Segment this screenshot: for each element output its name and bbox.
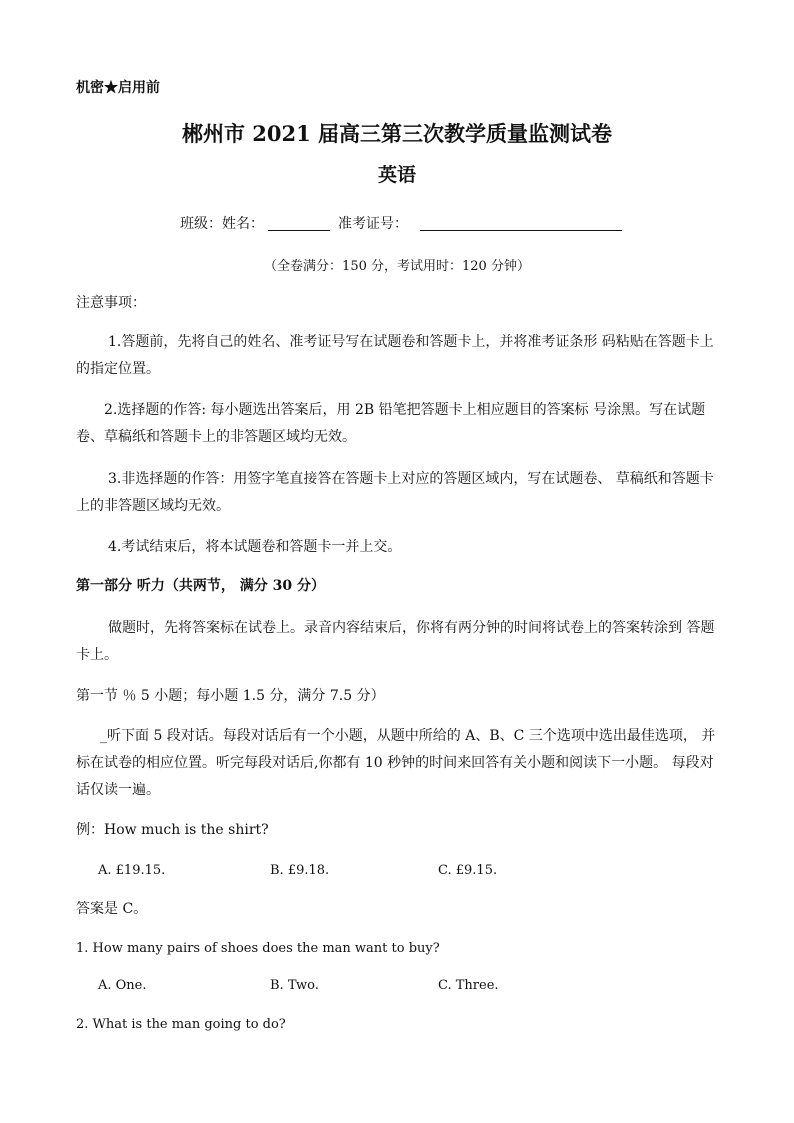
question-1-option-b: B. Two. bbox=[270, 978, 319, 993]
example-option-c: C. £9.15. bbox=[438, 863, 498, 878]
name-blank bbox=[268, 216, 330, 231]
exam-number-blank bbox=[420, 216, 622, 231]
notice-item-2: 2.选择题的作答: 每小题选出答案后，用 2B 铅笔把答题卡上相应题目的答案标 号涂黑。写在试题卷、草稿纸和答题卡上的非答题区域均无效。 bbox=[76, 402, 706, 445]
part1-heading: 第一部分 听力（共两节， 满分 30 分） bbox=[76, 578, 325, 594]
question-2: 2. What is the man going to do? bbox=[76, 1017, 286, 1032]
part1-instruction: 做题时，先将答案标在试卷上。录音内容结束后，你将有两分钟的时间将试卷上的答案转涂到 答题卡上。 bbox=[76, 620, 715, 663]
student-info-line bbox=[180, 213, 630, 233]
question-1-option-a: A. One. bbox=[98, 978, 147, 993]
exam-title: 郴州市 2021 届高三第三次教学质量监测试卷 bbox=[181, 121, 613, 146]
example-answer: 答案是 C。 bbox=[76, 901, 148, 917]
notice-heading: 注意事项： bbox=[76, 295, 146, 311]
question-1: 1. How many pairs of shoes does the man want to buy? bbox=[76, 941, 440, 956]
question-1-option-c: C. Three. bbox=[438, 978, 499, 993]
example-question: 例：How much is the shirt? bbox=[76, 822, 269, 838]
exam-number-label: 准考证号： bbox=[338, 216, 408, 232]
notice-item-4: 4.考试结束后，将本试题卷和答题卡一并上交。 bbox=[108, 539, 402, 555]
example-option-b: B. £9.18. bbox=[270, 863, 330, 878]
section1-heading: 第一节 ％ 5 小题；每小题 1.5 分，满分 7.5 分） bbox=[76, 688, 385, 704]
notice-item-1: 1.答题前，先将自己的姓名、准考证号写在试题卷和答题卡上，并将准考证条形 码粘贴在答题卡上的指定位置。 bbox=[76, 334, 714, 377]
notice-item-3: 3.非选择题的作答：用签字笔直接答在答题卡上对应的答题区域内，写在试题卷、 草稿纸和答题卡上的非答题区域均无效。 bbox=[76, 471, 714, 514]
section1-instruction: _听下面 5 段对话。每段对话后有一个小题，从题中所给的 A、B、C 三个选项中选出最佳选项， 并标在试卷的相应位置。听完每段对话后,你都有 10 秒钟的时间来回答有关小题和阅读下一小题。 每段对话仅读一遍。 bbox=[76, 728, 716, 798]
score-info: （全卷满分：150 分，考试用时：120 分钟） bbox=[264, 259, 530, 274]
exam-subject: 英语 bbox=[377, 164, 416, 186]
example-option-a: A. £19.15. bbox=[98, 863, 166, 878]
confidential-mark: 机密★启用前 bbox=[76, 80, 160, 96]
class-name-label: 班级：姓名： bbox=[180, 216, 264, 232]
